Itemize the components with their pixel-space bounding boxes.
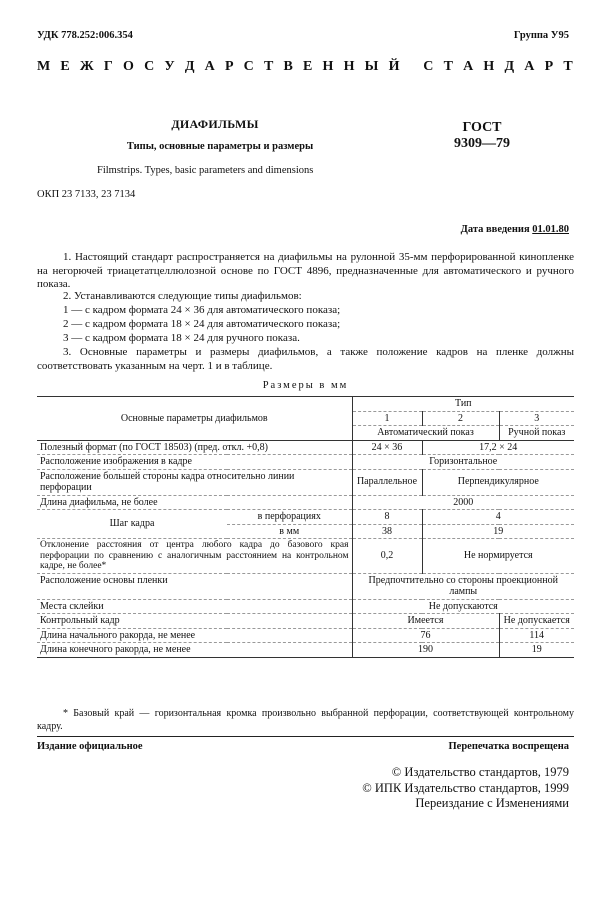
table-row bbox=[37, 643, 574, 658]
standard-heading-letter: Ы bbox=[364, 59, 380, 74]
standard-heading-letter: В bbox=[283, 59, 294, 74]
footnote-text: * Базовый край — горизонтальная кромка произвольно выбранной перфорации, соответствующей контрольному кадру. bbox=[37, 708, 574, 732]
cell: 0,2 bbox=[352, 539, 422, 574]
standard-heading-letter: Р bbox=[224, 59, 235, 74]
row-label: Шаг кадра bbox=[109, 518, 155, 530]
cell: 38 bbox=[352, 524, 422, 539]
standard-heading-letter: О bbox=[123, 59, 135, 74]
cell: Перпендикулярное bbox=[422, 469, 574, 495]
copyright-line-2: © ИПК Издательство стандартов, 1999 bbox=[362, 780, 569, 795]
paragraph-3 bbox=[37, 346, 574, 373]
standard-heading-letter: М bbox=[37, 59, 52, 74]
cell: 24 × 36 bbox=[352, 440, 422, 455]
row-label: Длина диафильма, не более bbox=[40, 496, 158, 508]
paragraph-type-2 bbox=[37, 318, 574, 332]
paragraph-1 bbox=[37, 251, 574, 292]
cell: 19 bbox=[499, 643, 574, 658]
row-label: Контрольный кадр bbox=[40, 615, 120, 626]
table-caption: Размеры в мм bbox=[262, 380, 349, 391]
cell: 4 bbox=[422, 510, 574, 525]
table-row bbox=[37, 628, 574, 643]
standard-heading-letter: Д bbox=[504, 59, 516, 74]
standard-heading-letter bbox=[410, 59, 415, 75]
table-header-row bbox=[37, 397, 574, 412]
standard-heading-letter: Т bbox=[443, 59, 454, 74]
row-sublabel: в мм bbox=[279, 525, 300, 537]
cell: Не нормируется bbox=[422, 539, 574, 574]
table-row bbox=[37, 455, 574, 470]
standard-heading-letter: Д bbox=[184, 59, 196, 74]
standard-heading bbox=[37, 59, 574, 75]
row-label: Расположение большей стороны кадра относительно линии перфорации bbox=[40, 470, 295, 493]
type-1: 1 bbox=[352, 411, 422, 426]
gost-label: ГОСТ bbox=[462, 120, 502, 135]
row-sublabel: в перфорациях bbox=[227, 510, 352, 525]
document-title: ДИАФИЛЬМЫ bbox=[171, 117, 259, 131]
type-3: 3 bbox=[499, 411, 574, 426]
english-title: Filmstrips. Types, basic parameters and dimensions bbox=[97, 165, 314, 176]
paragraph-text: 2 — с кадром формата 18 × 24 для автоматического показа; bbox=[63, 318, 341, 330]
row-label: Места склейки bbox=[40, 600, 104, 612]
copyright-line-1: © Издательство стандартов, 1979 bbox=[391, 765, 569, 779]
cell: 2000 bbox=[352, 495, 574, 510]
gost-designation bbox=[440, 120, 524, 152]
table-row bbox=[37, 440, 574, 455]
table-row bbox=[37, 469, 574, 495]
cell: 17,2 × 24 bbox=[422, 440, 574, 455]
type-2: 2 bbox=[422, 411, 499, 426]
standard-heading-letter: Н bbox=[322, 59, 335, 74]
standard-heading-letter: А bbox=[524, 59, 536, 74]
row-label: Отклонение расстояния от центра любого кадра до базового края перфорации по сравнению с аналогичным расстоянием на контрольном кадре, не более* bbox=[40, 540, 349, 571]
table-row bbox=[37, 599, 574, 614]
table-row bbox=[37, 539, 574, 574]
mode-manual: Ручной показ bbox=[499, 426, 574, 441]
standard-heading-letter: Е bbox=[60, 59, 71, 74]
table-row bbox=[37, 510, 574, 525]
cell: 114 bbox=[499, 628, 574, 643]
udk-code: УДК 778.252:006.354 bbox=[37, 30, 133, 41]
standard-heading-letter: Й bbox=[388, 59, 401, 74]
paragraph-text: 2. Устанавливаются следующие типы диафильмов: bbox=[63, 290, 302, 302]
paragraph-text: 1. Настоящий стандарт распространяется на диафильмы на рулонной 35-мм перфорированной кинопленке на негорючей триацетатцеллюлозной основе по ГОСТ 4896, предназначенные для автоматического и ручного показа. bbox=[37, 251, 574, 290]
paragraph-type-1 bbox=[37, 304, 574, 318]
mode-auto: Автоматический показ bbox=[352, 426, 499, 441]
footer-divider bbox=[37, 736, 574, 737]
paragraph-text: 3 — с кадром формата 18 × 24 для ручного показа. bbox=[63, 332, 300, 344]
cell: 19 bbox=[422, 524, 574, 539]
reprint-note: Перепечатка воспрещена bbox=[448, 741, 569, 752]
parameters-table bbox=[37, 396, 574, 658]
publication-note: Издание официальное bbox=[37, 741, 143, 752]
paragraph-text: 1 — с кадром формата 24 × 36 для автоматического показа; bbox=[63, 304, 341, 316]
row-label: Длина конечного ракорда, не менее bbox=[40, 644, 191, 655]
table-row bbox=[37, 573, 574, 599]
cell: Не допускаются bbox=[352, 599, 574, 614]
paragraph-text: 3. Основные параметры и размеры диафильмов, а также положение кадров на пленке должны соответствовать указанным на черт. 1 и в таблице. bbox=[37, 346, 574, 372]
param-header: Основные параметры диафильмов bbox=[37, 397, 352, 441]
cell: Параллельное bbox=[352, 469, 422, 495]
standard-heading-letter: С bbox=[144, 59, 156, 74]
paragraph-2 bbox=[37, 290, 574, 304]
standard-heading-letter: С bbox=[423, 59, 435, 74]
introduction-date-value: 01.01.80 bbox=[532, 224, 569, 235]
standard-heading-letter: Т bbox=[563, 59, 574, 74]
cell: Не допускается bbox=[499, 614, 574, 629]
group-code: Группа У95 bbox=[513, 30, 569, 41]
row-label: Расположение основы пленки bbox=[40, 574, 168, 586]
standard-heading-letter: Г bbox=[103, 59, 114, 74]
document-subtitle: Типы, основные параметры и размеры bbox=[126, 141, 314, 152]
footnote bbox=[37, 708, 574, 733]
table-row bbox=[37, 495, 574, 510]
paragraph-type-3 bbox=[37, 332, 574, 346]
reissue-note: Переиздание с Изменениями bbox=[415, 796, 569, 810]
standard-heading-letter: С bbox=[243, 59, 255, 74]
standard-heading-letter: А bbox=[463, 59, 475, 74]
introduction-date bbox=[461, 224, 569, 235]
row-label: Длина начального ракорда, не менее bbox=[40, 629, 196, 641]
gost-number: 9309—79 bbox=[454, 136, 510, 151]
table-row bbox=[37, 614, 574, 629]
type-header: Тип bbox=[352, 397, 574, 412]
standard-heading-letter: Н bbox=[343, 59, 356, 74]
standard-heading-letter: У bbox=[164, 59, 176, 74]
introduction-date-label: Дата введения bbox=[460, 224, 530, 235]
standard-heading-letter: Р bbox=[544, 59, 555, 74]
standard-heading-letter: Е bbox=[303, 59, 314, 74]
cell: 190 bbox=[352, 643, 499, 658]
row-label: Расположение изображения в кадре bbox=[40, 456, 192, 467]
cell: 8 bbox=[352, 510, 422, 525]
standard-heading-letter: А bbox=[204, 59, 216, 74]
row-label: Полезный формат (по ГОСТ 18503) (пред. откл. +0,8) bbox=[40, 441, 268, 453]
okp-codes: ОКП 23 7133, 23 7134 bbox=[37, 189, 136, 200]
cell: Имеется bbox=[352, 614, 499, 629]
standard-heading-letter: Ж bbox=[79, 59, 95, 74]
cell: Горизонтальное bbox=[352, 455, 574, 470]
cell: Предпочтительно со стороны проекционной лампы bbox=[352, 573, 574, 599]
standard-heading-letter: Н bbox=[483, 59, 496, 74]
cell: 76 bbox=[352, 628, 499, 643]
copyright-block bbox=[362, 765, 569, 812]
standard-heading-letter: Т bbox=[263, 59, 275, 74]
